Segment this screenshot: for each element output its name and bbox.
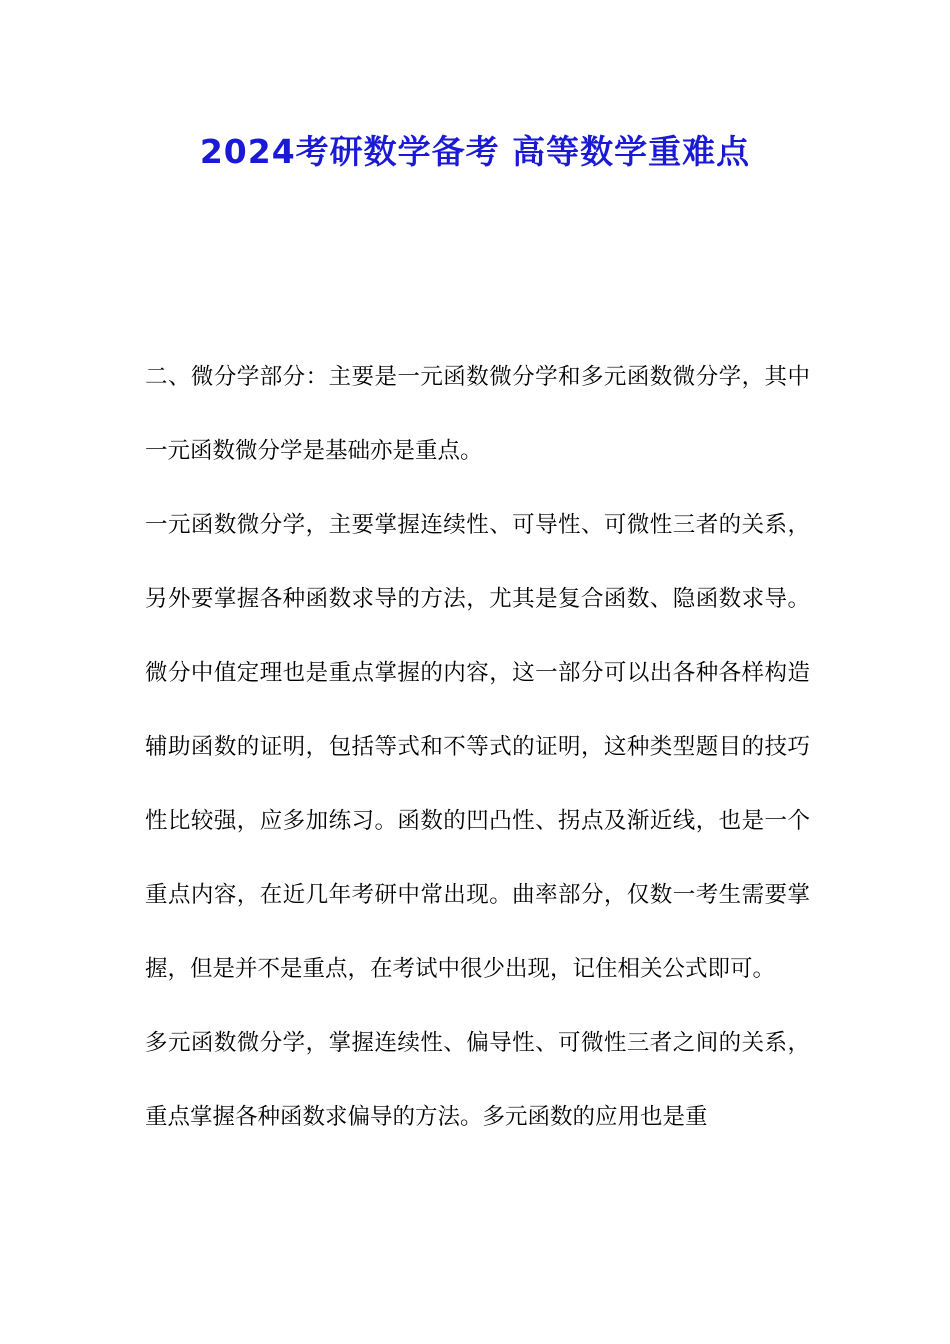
paragraph-multi-variable: 多元函数微分学，掌握连续性、偏导性、可微性三者之间的关系，重点掌握各种函数求偏导的方法。多元函数的应用也是重	[145, 1030, 810, 1130]
paragraph-differential-overview: 二、微分学部分：主要是一元函数微分学和多元函数微分学，其中一元函数微分学是基础亦是重点。	[145, 364, 810, 464]
document-body	[145, 340, 810, 1154]
document-title: 2024考研数学备考 高等数学重难点	[199, 132, 751, 171]
paragraph-single-variable: 一元函数微分学，主要掌握连续性、可导性、可微性三者的关系，另外要掌握各种函数求导的方法，尤其是复合函数、隐函数求导。微分中值定理也是重点掌握的内容，这一部分可以出各种各样构造辅助函数的证明，包括等式和不等式的证明，这种类型题目的技巧性比较强，应多加练习。函数的凹凸性、拐点及渐近线，也是一个重点内容，在近几年考研中常出现。曲率部分，仅数一考生需要掌握，但是并不是重点，在考试中很少出现，记住相关公式即可。	[145, 512, 810, 982]
